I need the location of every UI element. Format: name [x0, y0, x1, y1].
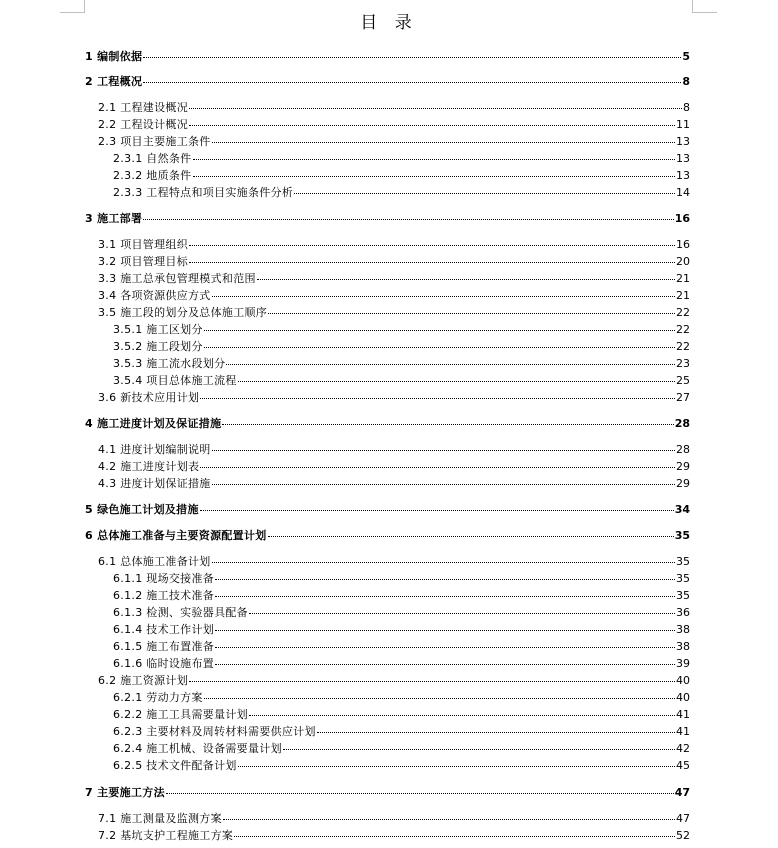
toc-dot-leader	[166, 792, 674, 794]
toc-entry-title: 2 工程概况	[85, 75, 143, 88]
toc-entry-title: 6.1 总体施工准备计划	[98, 555, 211, 568]
toc-entry-title: 6.1.3 检测、实验器具配备	[113, 606, 248, 619]
toc-page-number: 39	[676, 657, 690, 670]
toc-entry[interactable]	[98, 270, 690, 287]
toc-dot-leader	[215, 578, 675, 580]
toc-page-number: 41	[676, 708, 690, 721]
toc-dot-leader	[223, 818, 675, 820]
toc-entry[interactable]	[113, 570, 690, 587]
toc-dot-leader	[200, 466, 675, 468]
toc-page-number: 13	[676, 152, 690, 165]
toc-entry[interactable]	[113, 604, 690, 621]
toc-page-number: 38	[676, 640, 690, 653]
toc-entry-title: 6.1.5 施工布置准备	[113, 640, 215, 653]
toc-page-number: 23	[676, 357, 690, 370]
toc-entry-title: 4.3 进度计划保证措施	[98, 477, 211, 490]
toc-page-number: 29	[676, 477, 690, 490]
toc-dot-leader	[212, 449, 675, 451]
toc-dot-leader	[204, 329, 675, 331]
page-title: 目 录	[360, 13, 418, 33]
toc-dot-leader	[215, 646, 675, 648]
toc-entry[interactable]	[113, 689, 690, 706]
toc-entry[interactable]	[98, 389, 690, 406]
toc-page-number: 25	[676, 374, 690, 387]
toc-dot-leader	[238, 765, 675, 767]
toc-dot-leader	[215, 595, 675, 597]
toc-entry-title: 6.2 施工资源计划	[98, 674, 188, 687]
toc-page-number: 35	[676, 555, 690, 568]
toc-entry[interactable]	[113, 740, 690, 757]
toc-entry-title: 6.2.1 劳动力方案	[113, 691, 203, 704]
toc-entry-title: 3.3 施工总承包管理模式和范围	[98, 272, 256, 285]
toc-page-number: 13	[676, 135, 690, 148]
toc-dot-leader	[222, 423, 673, 425]
toc-entry-title: 3 施工部署	[85, 212, 143, 225]
toc-entry-title: 3.5 施工段的划分及总体施工顺序	[98, 306, 268, 319]
toc-entry[interactable]	[113, 321, 690, 338]
toc-page-number: 35	[674, 529, 690, 542]
toc-entry-title: 2.3.1 自然条件	[113, 152, 192, 165]
toc-dot-leader	[193, 175, 676, 177]
toc-dot-leader	[193, 158, 676, 160]
toc-entry-title: 6.2.2 施工工具需要量计划	[113, 708, 248, 721]
toc-dot-leader	[283, 748, 675, 750]
toc-entry-title: 3.1 项目管理组织	[98, 238, 188, 251]
toc-entry[interactable]	[98, 99, 690, 116]
toc-page-number: 22	[676, 306, 690, 319]
toc-dot-leader	[143, 218, 673, 220]
toc-entry-title: 1 编制依据	[85, 50, 143, 63]
toc-page-number: 38	[676, 623, 690, 636]
toc-entry-title: 2.3.3 工程特点和项目实施条件分析	[113, 186, 294, 199]
toc-page-number: 42	[676, 742, 690, 755]
toc-entry[interactable]	[98, 827, 690, 844]
toc-page-number: 40	[676, 674, 690, 687]
toc-entry[interactable]	[113, 167, 690, 184]
toc-page-number: 21	[676, 272, 690, 285]
toc-dot-leader	[249, 612, 675, 614]
toc-entry[interactable]	[113, 655, 690, 672]
toc-dot-leader	[212, 483, 675, 485]
toc-page-number: 34	[674, 503, 690, 516]
toc-entry[interactable]	[98, 253, 690, 270]
toc-entry-title: 7.2 基坑支护工程施工方案	[98, 829, 234, 842]
toc-entry[interactable]	[98, 458, 690, 475]
toc-entry[interactable]	[98, 672, 690, 689]
toc-page-number: 27	[676, 391, 690, 404]
toc-entry[interactable]	[113, 757, 690, 774]
toc-dot-leader	[143, 56, 681, 58]
toc-entry-title: 6.1.2 施工技术准备	[113, 589, 215, 602]
toc-entry-title: 2.2 工程设计概况	[98, 118, 188, 131]
toc-entry-title: 5 绿色施工计划及措施	[85, 503, 199, 516]
toc-entry-title: 3.5.3 施工流水段划分	[113, 357, 226, 370]
toc-entry-title: 4.2 施工进度计划表	[98, 460, 200, 473]
toc-entry[interactable]	[98, 553, 690, 570]
toc-entry[interactable]	[113, 150, 690, 167]
toc-entry[interactable]	[85, 501, 690, 518]
toc-entry-title: 6 总体施工准备与主要资源配置计划	[85, 529, 267, 542]
toc-entry-title: 4 施工进度计划及保证措施	[85, 417, 222, 430]
toc-dot-leader	[257, 278, 675, 280]
toc-dot-leader	[238, 380, 675, 382]
toc-dot-leader	[226, 363, 675, 365]
toc-entry-title: 7 主要施工方法	[85, 786, 165, 799]
toc-entry[interactable]	[98, 133, 690, 150]
toc-entry[interactable]	[85, 415, 690, 432]
toc-dot-leader	[234, 835, 675, 837]
toc-entry[interactable]	[113, 706, 690, 723]
toc-page-number: 35	[676, 589, 690, 602]
toc-entry-title: 6.1.1 现场交接准备	[113, 572, 215, 585]
toc-page-number: 14	[676, 186, 690, 199]
toc-dot-leader	[204, 697, 675, 699]
toc-entry[interactable]	[113, 621, 690, 638]
toc-page-number: 16	[676, 238, 690, 251]
toc-page-number: 47	[676, 812, 690, 825]
toc-page-number: 11	[676, 118, 690, 131]
toc-dot-leader	[212, 295, 675, 297]
toc-entry-title: 6.1.6 临时设施布置	[113, 657, 215, 670]
toc-entry[interactable]	[113, 723, 690, 740]
toc-dot-leader	[189, 680, 675, 682]
toc-entry-title: 3.2 项目管理目标	[98, 255, 188, 268]
toc-dot-leader	[317, 731, 675, 733]
toc-page-number: 5	[682, 50, 690, 63]
toc-page-number: 28	[676, 443, 690, 456]
toc-dot-leader	[294, 192, 675, 194]
toc-entry[interactable]	[113, 338, 690, 355]
toc-dot-leader	[189, 107, 682, 109]
toc-entry[interactable]	[113, 638, 690, 655]
toc-entry[interactable]	[98, 116, 690, 133]
toc-page-number: 28	[674, 417, 690, 430]
toc-entry[interactable]	[98, 287, 690, 304]
toc-dot-leader	[200, 397, 675, 399]
toc-page-number: 52	[676, 829, 690, 842]
toc-page-number: 8	[683, 101, 690, 114]
toc-page-number: 35	[676, 572, 690, 585]
toc-entry[interactable]	[85, 73, 690, 90]
toc-page-number: 40	[676, 691, 690, 704]
toc-page-number: 20	[676, 255, 690, 268]
toc-entry-title: 2.3.2 地质条件	[113, 169, 192, 182]
toc-dot-leader	[204, 346, 675, 348]
toc-entry-title: 2.3 项目主要施工条件	[98, 135, 211, 148]
toc-entry[interactable]	[85, 210, 690, 227]
toc-dot-leader	[212, 141, 675, 143]
toc-page-number: 22	[676, 323, 690, 336]
toc-entry-title: 6.2.3 主要材料及周转材料需要供应计划	[113, 725, 316, 738]
toc-dot-leader	[189, 261, 675, 263]
toc-dot-leader	[215, 663, 675, 665]
toc-page-number: 13	[676, 169, 690, 182]
toc-dot-leader	[200, 509, 674, 511]
toc-dot-leader	[249, 714, 675, 716]
toc-page-number: 8	[682, 75, 690, 88]
toc-dot-leader	[143, 81, 681, 83]
toc-entry[interactable]	[98, 304, 690, 321]
toc-entry[interactable]	[113, 372, 690, 389]
toc-dot-leader	[189, 244, 675, 246]
toc-page-number: 41	[676, 725, 690, 738]
toc-entry[interactable]	[85, 48, 690, 65]
toc-entry-title: 6.2.5 技术文件配备计划	[113, 759, 237, 772]
toc-entry[interactable]	[113, 355, 690, 372]
toc-entry[interactable]	[98, 236, 690, 253]
toc-entry[interactable]	[85, 527, 690, 544]
toc-entry-title: 3.5.2 施工段划分	[113, 340, 203, 353]
toc-entry-title: 4.1 进度计划编制说明	[98, 443, 211, 456]
toc-page-number: 16	[674, 212, 690, 225]
toc-entry[interactable]	[98, 441, 690, 458]
toc-entry-title: 3.4 各项资源供应方式	[98, 289, 211, 302]
toc-entry-title: 7.1 施工测量及监测方案	[98, 812, 222, 825]
toc-entry[interactable]	[98, 475, 690, 492]
toc-page-number: 47	[674, 786, 690, 799]
toc-entry[interactable]	[113, 184, 690, 201]
toc-dot-leader	[212, 561, 675, 563]
toc-dot-leader	[268, 535, 674, 537]
toc-entry-title: 6.2.4 施工机械、设备需要量计划	[113, 742, 282, 755]
toc-page-number: 22	[676, 340, 690, 353]
toc-entry[interactable]	[85, 784, 690, 801]
toc-entry-title: 3.5.4 项目总体施工流程	[113, 374, 237, 387]
toc-entry-title: 3.6 新技术应用计划	[98, 391, 200, 404]
toc-entry[interactable]	[113, 587, 690, 604]
toc-page-number: 29	[676, 460, 690, 473]
toc-page-number: 36	[676, 606, 690, 619]
toc-page-number: 21	[676, 289, 690, 302]
toc-page-number: 45	[676, 759, 690, 772]
toc-dot-leader	[215, 629, 675, 631]
toc-entry-title: 3.5.1 施工区划分	[113, 323, 203, 336]
toc-entry-title: 2.1 工程建设概况	[98, 101, 188, 114]
toc-entry[interactable]	[98, 810, 690, 827]
toc-entry-title: 6.1.4 技术工作计划	[113, 623, 215, 636]
toc-dot-leader	[268, 312, 675, 314]
toc-dot-leader	[189, 124, 675, 126]
